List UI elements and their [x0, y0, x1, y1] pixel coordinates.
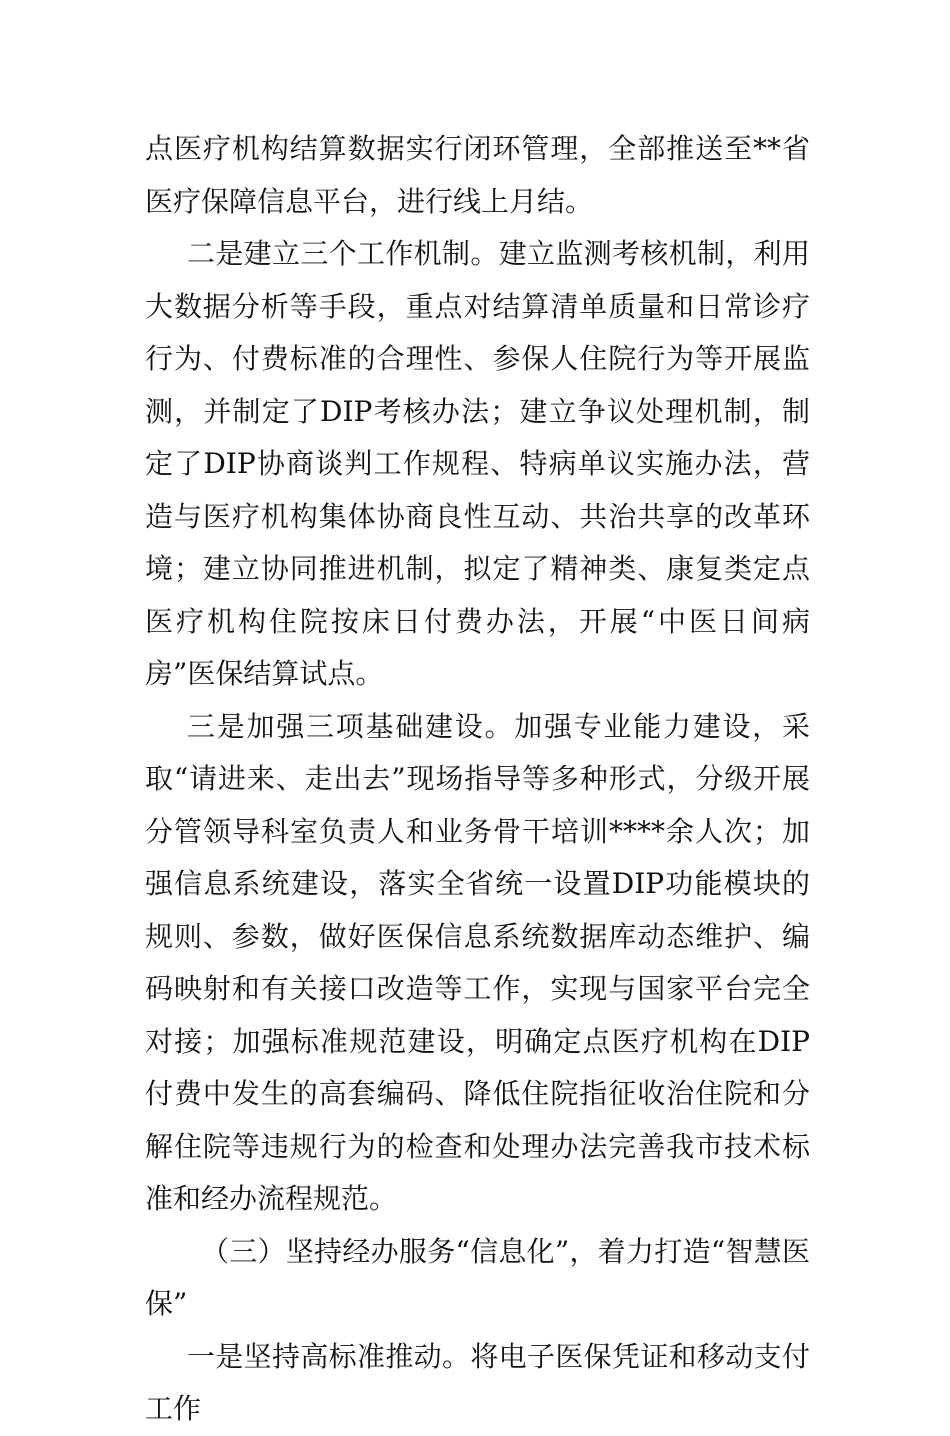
section-heading-smart-insurance: （三）坚持经办服务“信息化”，着力打造“智慧医保” — [145, 1234, 810, 1320]
paragraph-three-foundations: 三是加强三项基础建设。加强专业能力建设，采取“请进来、走出去”现场指导等多种形式，分级开展分管领导科室负责人和业务骨干培训****余人次；加强信息系统建设，落实全省统一设置DIP功能模块的规则、参数，做好医保信息系统数据库动态维护、编码映射和有关接口改造等工作，实现与国家平台完全对接；加强标准规范建设，明确定点医疗机构在DIP付费中发生的高套编码、降低住院指征收治住院和分解住院等违规行为的检查和处理办法完善我市技术标准和经办流程规范。 — [145, 709, 810, 1215]
paragraph-continuation: 点医疗机构结算数据实行闭环管理，全部推送至**省医疗保障信息平台，进行线上月结。 — [145, 132, 810, 218]
paragraph-high-standard: 一是坚持高标准推动。将电子医保凭证和移动支付工作 — [145, 1339, 810, 1425]
paragraph-three-mechanisms: 二是建立三个工作机制。建立监测考核机制，利用大数据分析等手段，重点对结算清单质量和日常诊疗行为、付费标准的合理性、参保人住院行为等开展监测，并制定了DIP考核办法；建立争议处理机制，制定了DIP协商谈判工作规程、特病单议实施办法，营造与医疗机构集体协商良性互动、共治共享的改革环境；建立协同推进机制，拟定了精神类、康复类定点医疗机构住院按床日付费办法，开展“中医日间病房”医保结算试点。 — [145, 237, 810, 690]
document-body — [145, 123, 810, 1436]
